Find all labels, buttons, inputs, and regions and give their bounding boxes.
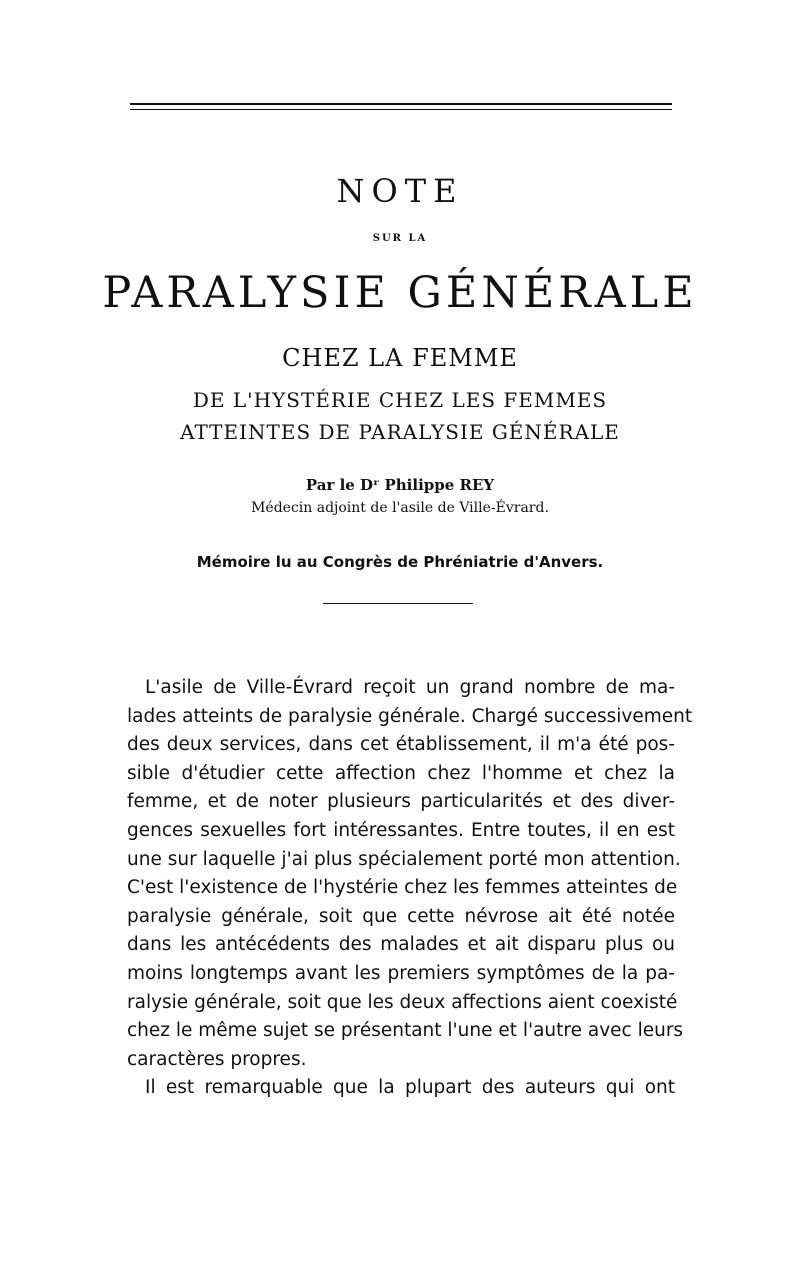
section-divider [323,603,473,604]
body-line: dans les antécédents des malades et ait disparu plus ou [127,934,675,956]
note-heading: NOTE [336,172,464,210]
body-text [127,674,693,1103]
body-line: gences sexuelles fort intéressantes. Entre toutes, il en est [127,819,675,841]
body-line: paralysie générale, soit que cette névrose ait été notée [127,905,675,927]
body-line: chez le même sujet se présentant l'une et l'autre avec leurs [127,1020,684,1042]
subtitle-hysterie: DE L'HYSTÉRIE CHEZ LES FEMMES [192,388,608,412]
body-line: Il est remarquable que la plupart des auteurs qui ont [145,1077,675,1099]
body-line: C'est l'existence de l'hystérie chez les femmes atteintes de [127,877,678,899]
body-line: caractères propres. [127,1048,307,1070]
subtitle-chez-la-femme: CHEZ LA FEMME [282,344,518,372]
author-line: Par le Dʳ Philippe REY [305,476,495,494]
top-rule [130,103,672,110]
body-line: femme, et de noter plusieurs particularités et des diver- [127,791,675,813]
sur-la-label: SUR LA [372,233,428,244]
subtitle-atteintes: ATTEINTES DE PARALYSIE GÉNÉRALE [180,420,620,444]
body-line: lades atteints de paralysie générale. Chargé successivement [127,705,693,727]
main-title: PARALYSIE GÉNÉRALE [102,268,698,318]
body-line: sible d'étudier cette affection chez l'homme et chez la [127,762,675,784]
body-line: ralysie générale, soit que les deux affections aient coexisté [127,991,678,1013]
memoire-line: Mémoire lu au Congrès de Phréniatrie d'Anvers. [196,553,604,571]
body-line: moins longtemps avant les premiers symptômes de la pa- [127,962,675,984]
body-line: des deux services, dans cet établissement, il m'a été pos- [127,734,675,756]
body-line: une sur laquelle j'ai plus spécialement porté mon attention. [127,848,681,870]
body-line: L'asile de Ville-Évrard reçoit un grand nombre de ma- [145,677,675,698]
affiliation-line: Médecin adjoint de l'asile de Ville-Évrard. [251,500,549,516]
